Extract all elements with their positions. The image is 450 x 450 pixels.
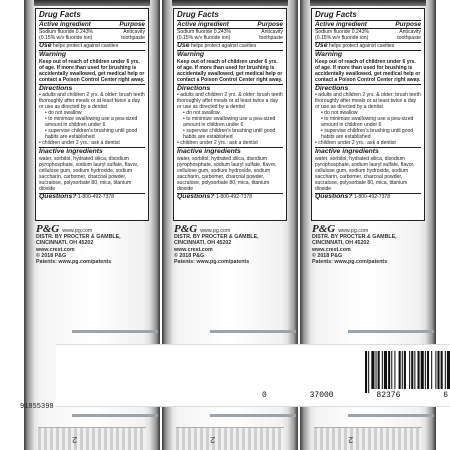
- direction-item: • children under 2 yrs.: ask a dentist: [39, 140, 145, 146]
- direction-item: • supervise children's brushing until good habits are established: [39, 128, 145, 140]
- crest-website: www.crest.com: [174, 246, 213, 253]
- active-ingredient-line1: Sodium fluoride 0.243%: [177, 29, 232, 35]
- barcode-bar: [365, 351, 367, 393]
- inactive-ingredients-title: Inactive ingredients: [177, 147, 283, 156]
- tube-bottom-number: 2: [210, 434, 216, 444]
- barcode-check-digit: 6: [443, 391, 448, 400]
- distributor-line: DISTR. BY PROCTER & GAMBLE,: [312, 234, 397, 240]
- drug-facts-panel: [35, 8, 149, 221]
- questions-row: [315, 193, 421, 200]
- barcode-bar: [431, 351, 432, 389]
- barcode-bar: [391, 351, 392, 389]
- use-text: helps protect against cavities: [52, 43, 119, 49]
- use-section: [39, 42, 145, 49]
- patents-line: Patents: www.pg.com/patents: [174, 259, 250, 266]
- warning-title: Warning: [39, 50, 145, 59]
- barcode-bar: [411, 351, 413, 389]
- questions-phone: 1-800-492-7378: [353, 193, 391, 200]
- inactive-ingredients-text: water, sorbitol, hydrated silica, disodium pyrophosphate, sodium lauryl sulfate, flavor, cellulose gum, sodium hydroxide, sodium saccharin, carbomer, charcoal powder, sucralose, polysorbate 80, mica, titanium dioxide: [177, 155, 277, 192]
- pg-website: www.pg.com: [200, 227, 231, 234]
- manufacturer-block: [312, 224, 428, 265]
- warning-text: Keep out of reach of children under 6 yrs. of age. If more than used for brushing is accidentally swallowed, get medical help or contact a Poison Control Center right away.: [177, 58, 283, 83]
- direction-item: • supervise children's brushing until good habits are established: [315, 128, 421, 140]
- tube-stripe: [72, 414, 158, 417]
- distributor-city: CINCINNATI, OH 45202: [36, 240, 94, 247]
- pg-logo: P&G: [36, 223, 60, 235]
- barcode-bar: [418, 351, 420, 389]
- barcode-bar: [368, 351, 369, 393]
- barcode-bar: [404, 351, 406, 389]
- use-label: Use: [39, 42, 52, 49]
- active-ingredient-line2: (0.15% w/v fluoride ion): [177, 35, 231, 41]
- lot-number: 91855398: [20, 403, 54, 411]
- directions-title: Directions: [39, 84, 145, 93]
- copyright-line: © 2018 P&G: [36, 252, 67, 259]
- barcode-bar: [394, 351, 395, 389]
- direction-item: • to minimize swallowing use a pea-sized amount in children under 6: [177, 116, 283, 128]
- questions-row: [177, 193, 283, 200]
- barcode-bar: [376, 351, 377, 389]
- purpose-header: Purpose: [257, 21, 283, 28]
- drug-facts-panel: [311, 8, 425, 221]
- barcode-bar: [371, 351, 374, 389]
- tube-crimp: [38, 427, 146, 450]
- questions-row: [39, 193, 145, 200]
- direction-item: • children under 2 yrs.: ask a dentist: [177, 140, 283, 146]
- manufacturer-block: [36, 224, 152, 265]
- tube-stripe: [210, 414, 296, 417]
- use-section: [315, 42, 421, 49]
- drug-facts-title: Drug Facts: [177, 10, 283, 21]
- active-ingredient-line2: (0.15% w/v fluoride ion): [39, 35, 93, 41]
- purpose-line2: toothpaste: [397, 35, 421, 41]
- tube-crimp: [314, 427, 422, 450]
- active-ingredient-row-2: [177, 35, 283, 41]
- active-purpose-header: [177, 21, 283, 29]
- active-purpose-header: [39, 21, 145, 29]
- distributor-line: DISTR. BY PROCTER & GAMBLE,: [174, 234, 259, 240]
- tube-stripe: [348, 414, 434, 417]
- use-label: Use: [315, 42, 328, 49]
- drug-facts-title: Drug Facts: [39, 10, 145, 21]
- active-ingredient-line1: Sodium fluoride 0.243%: [315, 29, 370, 35]
- inactive-ingredients-text: water, sorbitol, hydrated silica, disodium pyrophosphate, sodium lauryl sulfate, flavor, cellulose gum, sodium hydroxide, sodium saccharin, carbomer, charcoal powder, sucralose, polysorbate 80, mica, titanium dioxide: [39, 155, 139, 192]
- patents-line: Patents: www.pg.com/patents: [312, 259, 388, 266]
- tube-bottom-number: 2: [348, 434, 354, 444]
- barcode-bar: [402, 351, 403, 389]
- warning-title: Warning: [177, 50, 283, 59]
- active-ingredient-header: Active ingredient: [315, 21, 367, 28]
- pg-logo: P&G: [312, 223, 336, 235]
- barcode-bar: [414, 351, 415, 389]
- barcode-bar: [441, 351, 443, 389]
- direction-item: • children under 2 yrs.: ask a dentist: [315, 140, 421, 146]
- barcode-bar: [427, 351, 429, 389]
- barcode-bar: [421, 351, 424, 389]
- tube-stripe: [210, 330, 296, 333]
- directions-title: Directions: [315, 84, 421, 93]
- direction-item: • to minimize swallowing use a pea-sized amount in children under 6: [315, 116, 421, 128]
- questions-phone: 1-800-492-7378: [77, 193, 115, 200]
- inactive-ingredients-title: Inactive ingredients: [39, 147, 145, 156]
- warning-title: Warning: [315, 50, 421, 59]
- tube-top-band: [300, 0, 436, 6]
- distributor-city: CINCINNATI, OH 45202: [174, 240, 232, 247]
- manufacturer-block: [174, 224, 290, 265]
- direction-item: • adults and children 2 yrs. & older: brush teeth thoroughly after meals or at least twice a day or use as directed by a dentist: [39, 92, 145, 110]
- active-ingredient-row-2: [39, 35, 145, 41]
- tube-crimp: [176, 427, 284, 450]
- patents-line: Patents: www.pg.com/patents: [36, 259, 112, 266]
- barcode-digits: [262, 391, 448, 400]
- questions-label: Questions?: [177, 192, 215, 200]
- active-ingredient-header: Active ingredient: [39, 21, 91, 28]
- active-ingredient-line1: Sodium fluoride 0.243%: [39, 29, 94, 35]
- distributor-line: DISTR. BY PROCTER & GAMBLE,: [36, 234, 121, 240]
- barcode-bar: [382, 351, 383, 389]
- use-text: helps protect against cavities: [328, 43, 395, 49]
- tube-bottom-number: 2: [72, 434, 78, 444]
- purpose-line1: Anticavity: [261, 29, 283, 35]
- logo-line: [312, 224, 428, 234]
- active-ingredient-row-2: [315, 35, 421, 41]
- barcode-bar: [384, 351, 387, 389]
- barcode-bar: [399, 351, 401, 389]
- purpose-line1: Anticavity: [399, 29, 421, 35]
- warning-text: Keep out of reach of children under 6 yrs. of age. If more than used for brushing is accidentally swallowed, get medical help or contact a Poison Control Center right away.: [315, 58, 421, 83]
- direction-item: • supervise children's brushing until good habits are established: [177, 128, 283, 140]
- direction-item: • to minimize swallowing use a pea-sized amount in children under 6: [39, 116, 145, 128]
- active-ingredient-header: Active ingredient: [177, 21, 229, 28]
- distributor-city: CINCINNATI, OH 45202: [312, 240, 370, 247]
- questions-phone: 1-800-492-7378: [215, 193, 253, 200]
- use-section: [177, 42, 283, 49]
- directions-title: Directions: [177, 84, 283, 93]
- tube-left-edge: [24, 0, 34, 450]
- warning-text: Keep out of reach of children under 6 yrs. of age. If more than used for brushing is accidentally swallowed, get medical help or contact a Poison Control Center right away.: [39, 58, 145, 83]
- pg-logo: P&G: [174, 223, 198, 235]
- crest-website: www.crest.com: [312, 246, 351, 253]
- direction-item: • adults and children 2 yrs. & older: brush teeth thoroughly after meals or at least twice a day or use as directed by a dentist: [315, 92, 421, 110]
- direction-item: • do not swallow: [177, 110, 283, 116]
- active-ingredient-line2: (0.15% w/v fluoride ion): [315, 35, 369, 41]
- barcode-left-group: 37000: [309, 391, 334, 400]
- use-text: helps protect against cavities: [190, 43, 257, 49]
- copyright-line: © 2018 P&G: [174, 252, 205, 259]
- questions-label: Questions?: [315, 192, 353, 200]
- active-purpose-header: [315, 21, 421, 29]
- inactive-ingredients-title: Inactive ingredients: [315, 147, 421, 156]
- purpose-line1: Anticavity: [123, 29, 145, 35]
- barcode-lead-digit: 0: [262, 391, 267, 400]
- barcode-bar: [425, 351, 426, 389]
- purpose-header: Purpose: [119, 21, 145, 28]
- tube-stripe: [72, 330, 158, 333]
- tube-stripe: [348, 330, 434, 333]
- barcode-right-group: 82376: [376, 391, 401, 400]
- barcode-bar: [409, 351, 410, 389]
- barcode-bar: [445, 351, 446, 389]
- copyright-line: © 2018 P&G: [312, 252, 343, 259]
- direction-item: • adults and children 2 yrs. & older: brush teeth thoroughly after meals or at least twice a day or use as directed by a dentist: [177, 92, 283, 110]
- barcode-bar: [437, 351, 439, 389]
- barcode-icon: [365, 351, 450, 393]
- direction-item: • do not swallow: [39, 110, 145, 116]
- use-label: Use: [177, 42, 190, 49]
- tube-top-band: [162, 0, 298, 6]
- questions-label: Questions?: [39, 192, 77, 200]
- crest-website: www.crest.com: [36, 246, 75, 253]
- drug-facts-title: Drug Facts: [315, 10, 421, 21]
- tube-top-band: [24, 0, 160, 6]
- pg-website: www.pg.com: [62, 227, 93, 234]
- barcode-bar: [435, 351, 436, 389]
- logo-line: [174, 224, 290, 234]
- purpose-line2: toothpaste: [121, 35, 145, 41]
- drug-facts-panel: [173, 8, 287, 221]
- inactive-ingredients-text: water, sorbitol, hydrated silica, disodium pyrophosphate, sodium lauryl sulfate, flavor, cellulose gum, sodium hydroxide, sodium saccharin, carbomer, charcoal powder, sucralose, polysorbate 80, mica, titanium dioxide: [315, 155, 415, 192]
- purpose-header: Purpose: [395, 21, 421, 28]
- logo-line: [36, 224, 152, 234]
- pg-website: www.pg.com: [338, 227, 369, 234]
- barcode-bar: [378, 351, 380, 389]
- purpose-line2: toothpaste: [259, 35, 283, 41]
- barcode-bar: [388, 351, 390, 389]
- direction-item: • do not swallow: [315, 110, 421, 116]
